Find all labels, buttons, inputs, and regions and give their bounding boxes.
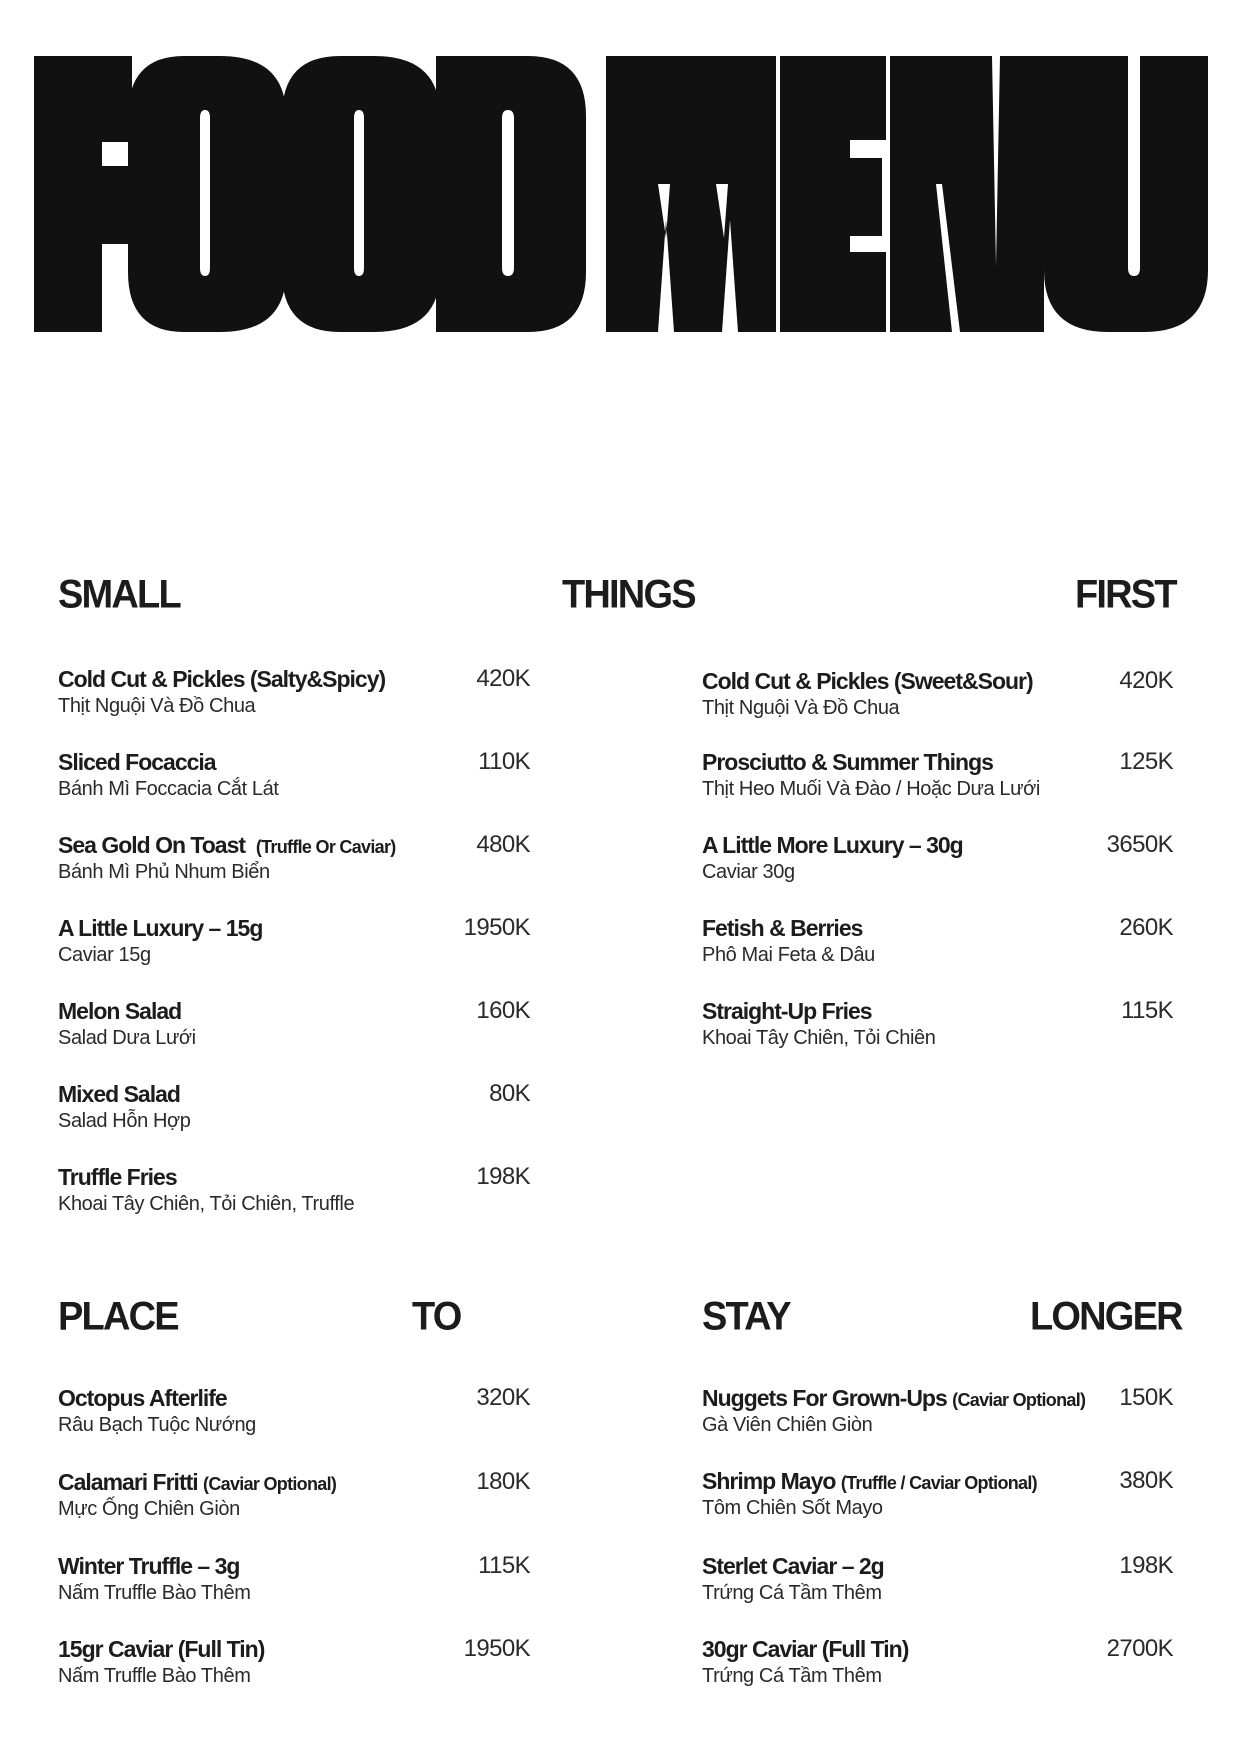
- title-letter-f: [34, 56, 132, 332]
- heading-longer: LONGER: [1030, 1294, 1182, 1339]
- item-name: Melon Salad: [58, 998, 182, 1024]
- item-price: 115K: [1121, 997, 1173, 1024]
- title-letter-u: [1044, 56, 1208, 332]
- menu-item: [702, 668, 1173, 730]
- menu-item: [702, 915, 1173, 977]
- menu-item: [58, 1636, 530, 1698]
- title-letter-m: [606, 56, 776, 332]
- item-description: Trứng Cá Tầm Thêm: [702, 1582, 882, 1604]
- item-description: Nấm Truffle Bào Thêm: [58, 1665, 251, 1687]
- item-name: Octopus Afterlife: [58, 1385, 227, 1411]
- item-price: 2700K: [1106, 1635, 1173, 1662]
- item-description: Thịt Heo Muối Và Đào / Hoặc Dưa Lưới: [702, 778, 1040, 800]
- item-name: Calamari Fritti (Caviar Optional): [58, 1469, 337, 1495]
- menu-item: [58, 1469, 530, 1531]
- title-letter-n: [890, 56, 1044, 332]
- item-description: Salad Dưa Lưới: [58, 1027, 196, 1049]
- item-name: Sliced Focaccia: [58, 749, 216, 775]
- title-letter-o1: [128, 56, 286, 332]
- item-price: 260K: [1119, 914, 1173, 941]
- item-description: Khoai Tây Chiên, Tỏi Chiên: [702, 1027, 936, 1049]
- item-description: Bánh Mì Phủ Nhum Biển: [58, 861, 270, 883]
- item-name: A Little Luxury – 15g: [58, 915, 263, 941]
- item-price: 1950K: [463, 1635, 530, 1662]
- item-name: Winter Truffle – 3g: [58, 1553, 240, 1579]
- menu-item: [58, 1081, 530, 1143]
- item-price: 1950K: [463, 914, 530, 941]
- item-note: (Truffle Or Caviar): [255, 837, 396, 857]
- item-price: 115K: [478, 1552, 530, 1579]
- item-price: 420K: [1119, 667, 1173, 694]
- menu-item: [702, 1636, 1173, 1698]
- item-price: 80K: [489, 1080, 530, 1107]
- item-name: 30gr Caviar (Full Tin): [702, 1636, 909, 1662]
- small-things-right-column: [702, 666, 1173, 1066]
- menu-item: [58, 998, 530, 1060]
- menu-title-graphic: [34, 56, 1208, 332]
- menu-item: [58, 915, 530, 977]
- item-name: Truffle Fries: [58, 1164, 177, 1190]
- item-price: 480K: [476, 831, 530, 858]
- item-price: 3650K: [1106, 831, 1173, 858]
- item-name: Cold Cut & Pickles (Sweet&Sour): [702, 668, 1033, 694]
- item-note: (Caviar Optional): [203, 1474, 337, 1494]
- item-description: Nấm Truffle Bào Thêm: [58, 1582, 251, 1604]
- menu-title: [34, 56, 1208, 332]
- item-description: Phô Mai Feta & Dâu: [702, 944, 875, 966]
- stay-longer-left-column: [58, 1385, 530, 1705]
- item-name: A Little More Luxury – 30g: [702, 832, 963, 858]
- menu-item: [702, 832, 1173, 894]
- item-note: (Truffle / Caviar Optional): [840, 1473, 1037, 1493]
- menu-item: [702, 998, 1173, 1060]
- item-description: Gà Viên Chiên Giòn: [702, 1414, 873, 1436]
- item-description: Tôm Chiên Sốt Mayo: [702, 1497, 883, 1519]
- item-price: 380K: [1119, 1467, 1173, 1494]
- menu-item: [702, 1385, 1173, 1447]
- menu-item: [58, 1164, 530, 1226]
- menu-item: [58, 1553, 530, 1615]
- item-price: 320K: [476, 1384, 530, 1411]
- title-letter-d: [436, 56, 586, 332]
- item-description: Caviar 15g: [58, 944, 151, 966]
- item-description: Trứng Cá Tầm Thêm: [702, 1665, 882, 1687]
- title-letter-o2: [282, 56, 440, 332]
- heading-first: FIRST: [1075, 572, 1176, 617]
- menu-item: [702, 749, 1173, 811]
- stay-longer-right-column: [702, 1385, 1173, 1705]
- item-description: Thịt Nguội Và Đồ Chua: [58, 695, 256, 717]
- item-description: Salad Hỗn Hợp: [58, 1110, 191, 1132]
- item-description: Caviar 30g: [702, 861, 795, 883]
- item-description: Bánh Mì Foccacia Cắt Lát: [58, 778, 279, 800]
- item-description: Mực Ống Chiên Giòn: [58, 1498, 240, 1520]
- item-name: Nuggets For Grown-Ups (Caviar Optional): [702, 1385, 1086, 1411]
- menu-item: [702, 1553, 1173, 1615]
- menu-item: [58, 832, 530, 894]
- item-name: Cold Cut & Pickles (Salty&Spicy): [58, 666, 386, 692]
- heading-things: THINGS: [562, 572, 695, 617]
- item-price: 198K: [1119, 1552, 1173, 1579]
- heading-place: PLACE: [58, 1294, 178, 1339]
- heading-stay: STAY: [702, 1294, 790, 1339]
- item-price: 110K: [478, 748, 530, 775]
- item-name: Fetish & Berries: [702, 915, 863, 941]
- small-things-left-column: [58, 666, 530, 1226]
- menu-item: [702, 1468, 1173, 1530]
- item-price: 160K: [476, 997, 530, 1024]
- item-name: Shrimp Mayo (Truffle / Caviar Optional): [702, 1468, 1037, 1494]
- item-description: Râu Bạch Tuộc Nướng: [58, 1414, 256, 1436]
- heading-to: TO: [412, 1294, 461, 1339]
- title-letter-e: [780, 56, 886, 332]
- menu-item: [58, 1385, 530, 1447]
- item-price: 125K: [1119, 748, 1173, 775]
- item-description: Khoai Tây Chiên, Tỏi Chiên, Truffle: [58, 1193, 355, 1215]
- menu-item: [58, 666, 530, 728]
- item-name: Straight-Up Fries: [702, 998, 872, 1024]
- item-note: (Caviar Optional): [952, 1390, 1086, 1410]
- item-name: Sterlet Caviar – 2g: [702, 1553, 884, 1579]
- item-price: 150K: [1119, 1384, 1173, 1411]
- item-name: 15gr Caviar (Full Tin): [58, 1636, 265, 1662]
- item-price: 180K: [476, 1468, 530, 1495]
- item-price: 420K: [476, 665, 530, 692]
- menu-item: [58, 749, 530, 811]
- item-name: Sea Gold On Toast (Truffle Or Caviar): [58, 832, 396, 858]
- heading-small: SMALL: [58, 572, 180, 617]
- item-price: 198K: [476, 1163, 530, 1190]
- item-name: Prosciutto & Summer Things: [702, 749, 993, 775]
- item-description: Thịt Nguội Và Đồ Chua: [702, 697, 900, 719]
- item-name: Mixed Salad: [58, 1081, 180, 1107]
